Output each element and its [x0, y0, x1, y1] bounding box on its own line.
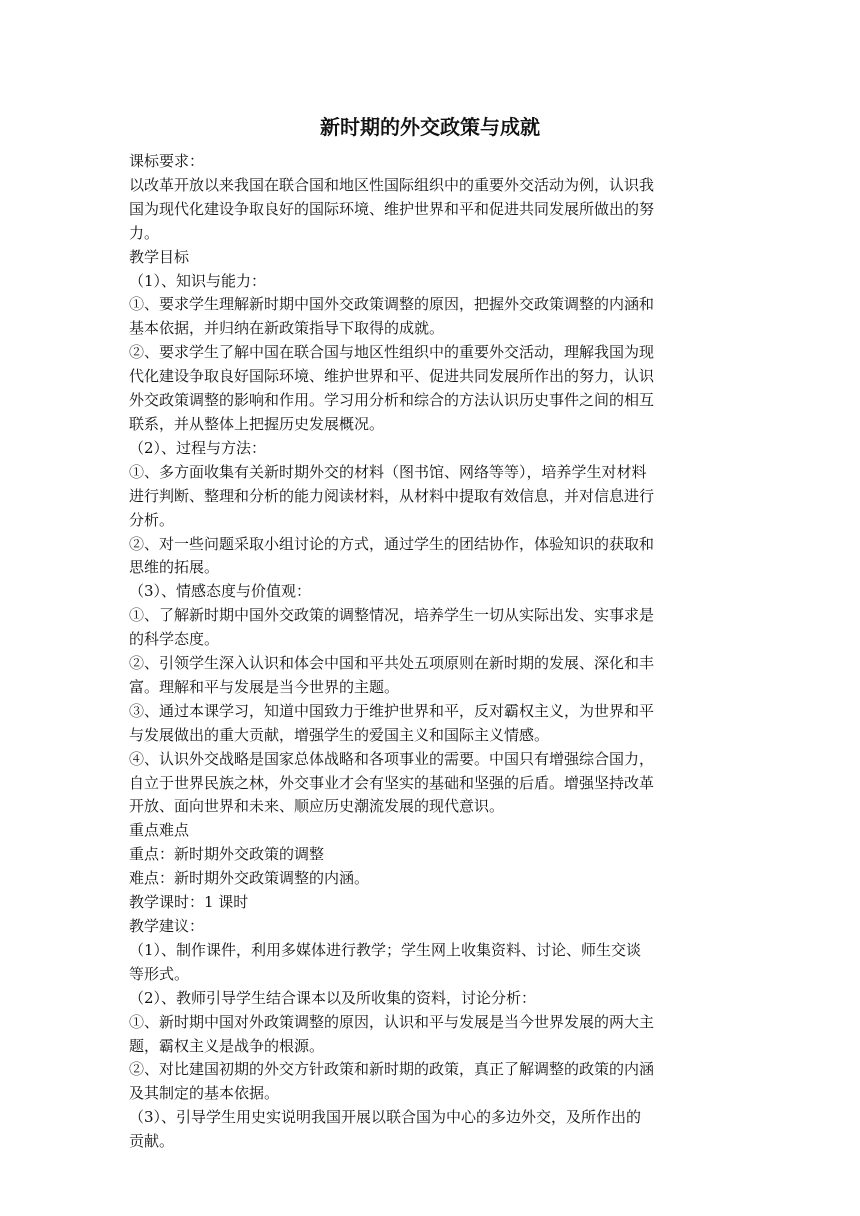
text-line: （1）、制作课件，利用多媒体进行教学；学生网上收集资料、讨论、师生交谈	[129, 940, 642, 959]
text-line: 基本依据，并归纳在新政策指导下取得的成就。	[129, 319, 445, 338]
text-line: 的科学态度。	[129, 630, 220, 649]
text-line: 自立于世界民族之林，外交事业才会有坚实的基础和坚强的后盾。增强坚持改革	[129, 773, 655, 792]
text-line: 代化建设争取良好国际环境、维护世界和平、促进共同发展所作出的努力，认识	[129, 367, 655, 386]
text-line: （2）、教师引导学生结合课本以及所收集的资料，讨论分析：	[129, 988, 537, 1007]
text-line: ④、认识外交战略是国家总体战略和各项事业的需要。中国只有增强综合国力，	[129, 749, 655, 768]
text-line: 及其制定的基本依据。	[129, 1084, 280, 1103]
text-line: 重点难点	[129, 821, 190, 840]
text-line: 难点：新时期外交政策调整的内涵。	[129, 869, 370, 888]
text-line: （3）、引导学生用史实说明我国开展以联合国为中心的多边外交，及所作出的	[129, 1108, 642, 1127]
text-line: 开放、面向世界和未来、顺应历史潮流发展的现代意识。	[129, 797, 505, 816]
text-line: 以改革开放以来我国在联合国和地区性国际组织中的重要外交活动为例，认识我	[129, 175, 655, 194]
text-line: 课标要求：	[129, 152, 205, 170]
text-line: 贡献。	[129, 1132, 175, 1151]
text-line: ①、了解新时期中国外交政策的调整情况，培养学生一切从实际出发、实事求是	[129, 606, 655, 625]
text-line: 与发展做出的重大贡献，增强学生的爱国主义和国际主义情感。	[129, 725, 550, 744]
text-line: （2）、过程与方法：	[129, 438, 267, 457]
text-line: 力。	[129, 223, 160, 242]
text-line: （1）、知识与能力：	[129, 271, 267, 290]
document-page	[129, 112, 731, 1154]
text-line: 等形式。	[129, 964, 190, 983]
document-body	[129, 150, 731, 1154]
text-line: ②、对比建国初期的外交方针政策和新时期的政策，真正了解调整的政策的内涵	[129, 1060, 655, 1079]
text-line: 教学目标	[129, 247, 190, 266]
document-title: 新时期的外交政策与成就	[320, 115, 540, 139]
text-line: ②、引领学生深入认识和体会中国和平共处五项原则在新时期的发展、深化和丰	[129, 654, 655, 673]
text-line: 联系，并从整体上把握历史发展概况。	[129, 414, 385, 433]
text-line: 国为现代化建设争取良好的国际环境、维护世界和平和促进共同发展所做出的努	[129, 199, 655, 218]
text-line: 外交政策调整的影响和作用。学习用分析和综合的方法认识历史事件之间的相互	[129, 391, 655, 410]
text-line: ②、要求学生了解中国在联合国与地区性组织中的重要外交活动，理解我国为现	[129, 343, 655, 362]
text-line: 富。理解和平与发展是当今世界的主题。	[129, 677, 400, 696]
text-line: 思维的拓展。	[129, 558, 220, 577]
text-line: ③、通过本课学习，知道中国致力于维护世界和平，反对霸权主义，为世界和平	[129, 701, 655, 720]
text-line: 教学课时：1 课时	[129, 893, 249, 912]
text-line: 教学建议：	[129, 917, 205, 935]
text-line: ①、要求学生理解新时期中国外交政策调整的原因，把握外交政策调整的内涵和	[129, 295, 655, 314]
text-line: （3）、情感态度与价值观：	[129, 582, 312, 601]
text-line: 重点：新时期外交政策的调整	[129, 845, 325, 864]
text-line: 分析。	[129, 510, 175, 529]
text-line: ②、对一些问题采取小组讨论的方式，通过学生的团结协作，体验知识的获取和	[129, 534, 655, 553]
text-line: ①、多方面收集有关新时期外交的材料（图书馆、网络等等），培养学生对材料	[129, 462, 647, 481]
text-line: 进行判断、整理和分析的能力阅读材料，从材料中提取有效信息，并对信息进行	[129, 486, 655, 505]
text-line: 题，霸权主义是战争的根源。	[129, 1036, 325, 1055]
text-line: ①、新时期中国对外政策调整的原因，认识和平与发展是当今世界发展的两大主	[129, 1012, 655, 1031]
